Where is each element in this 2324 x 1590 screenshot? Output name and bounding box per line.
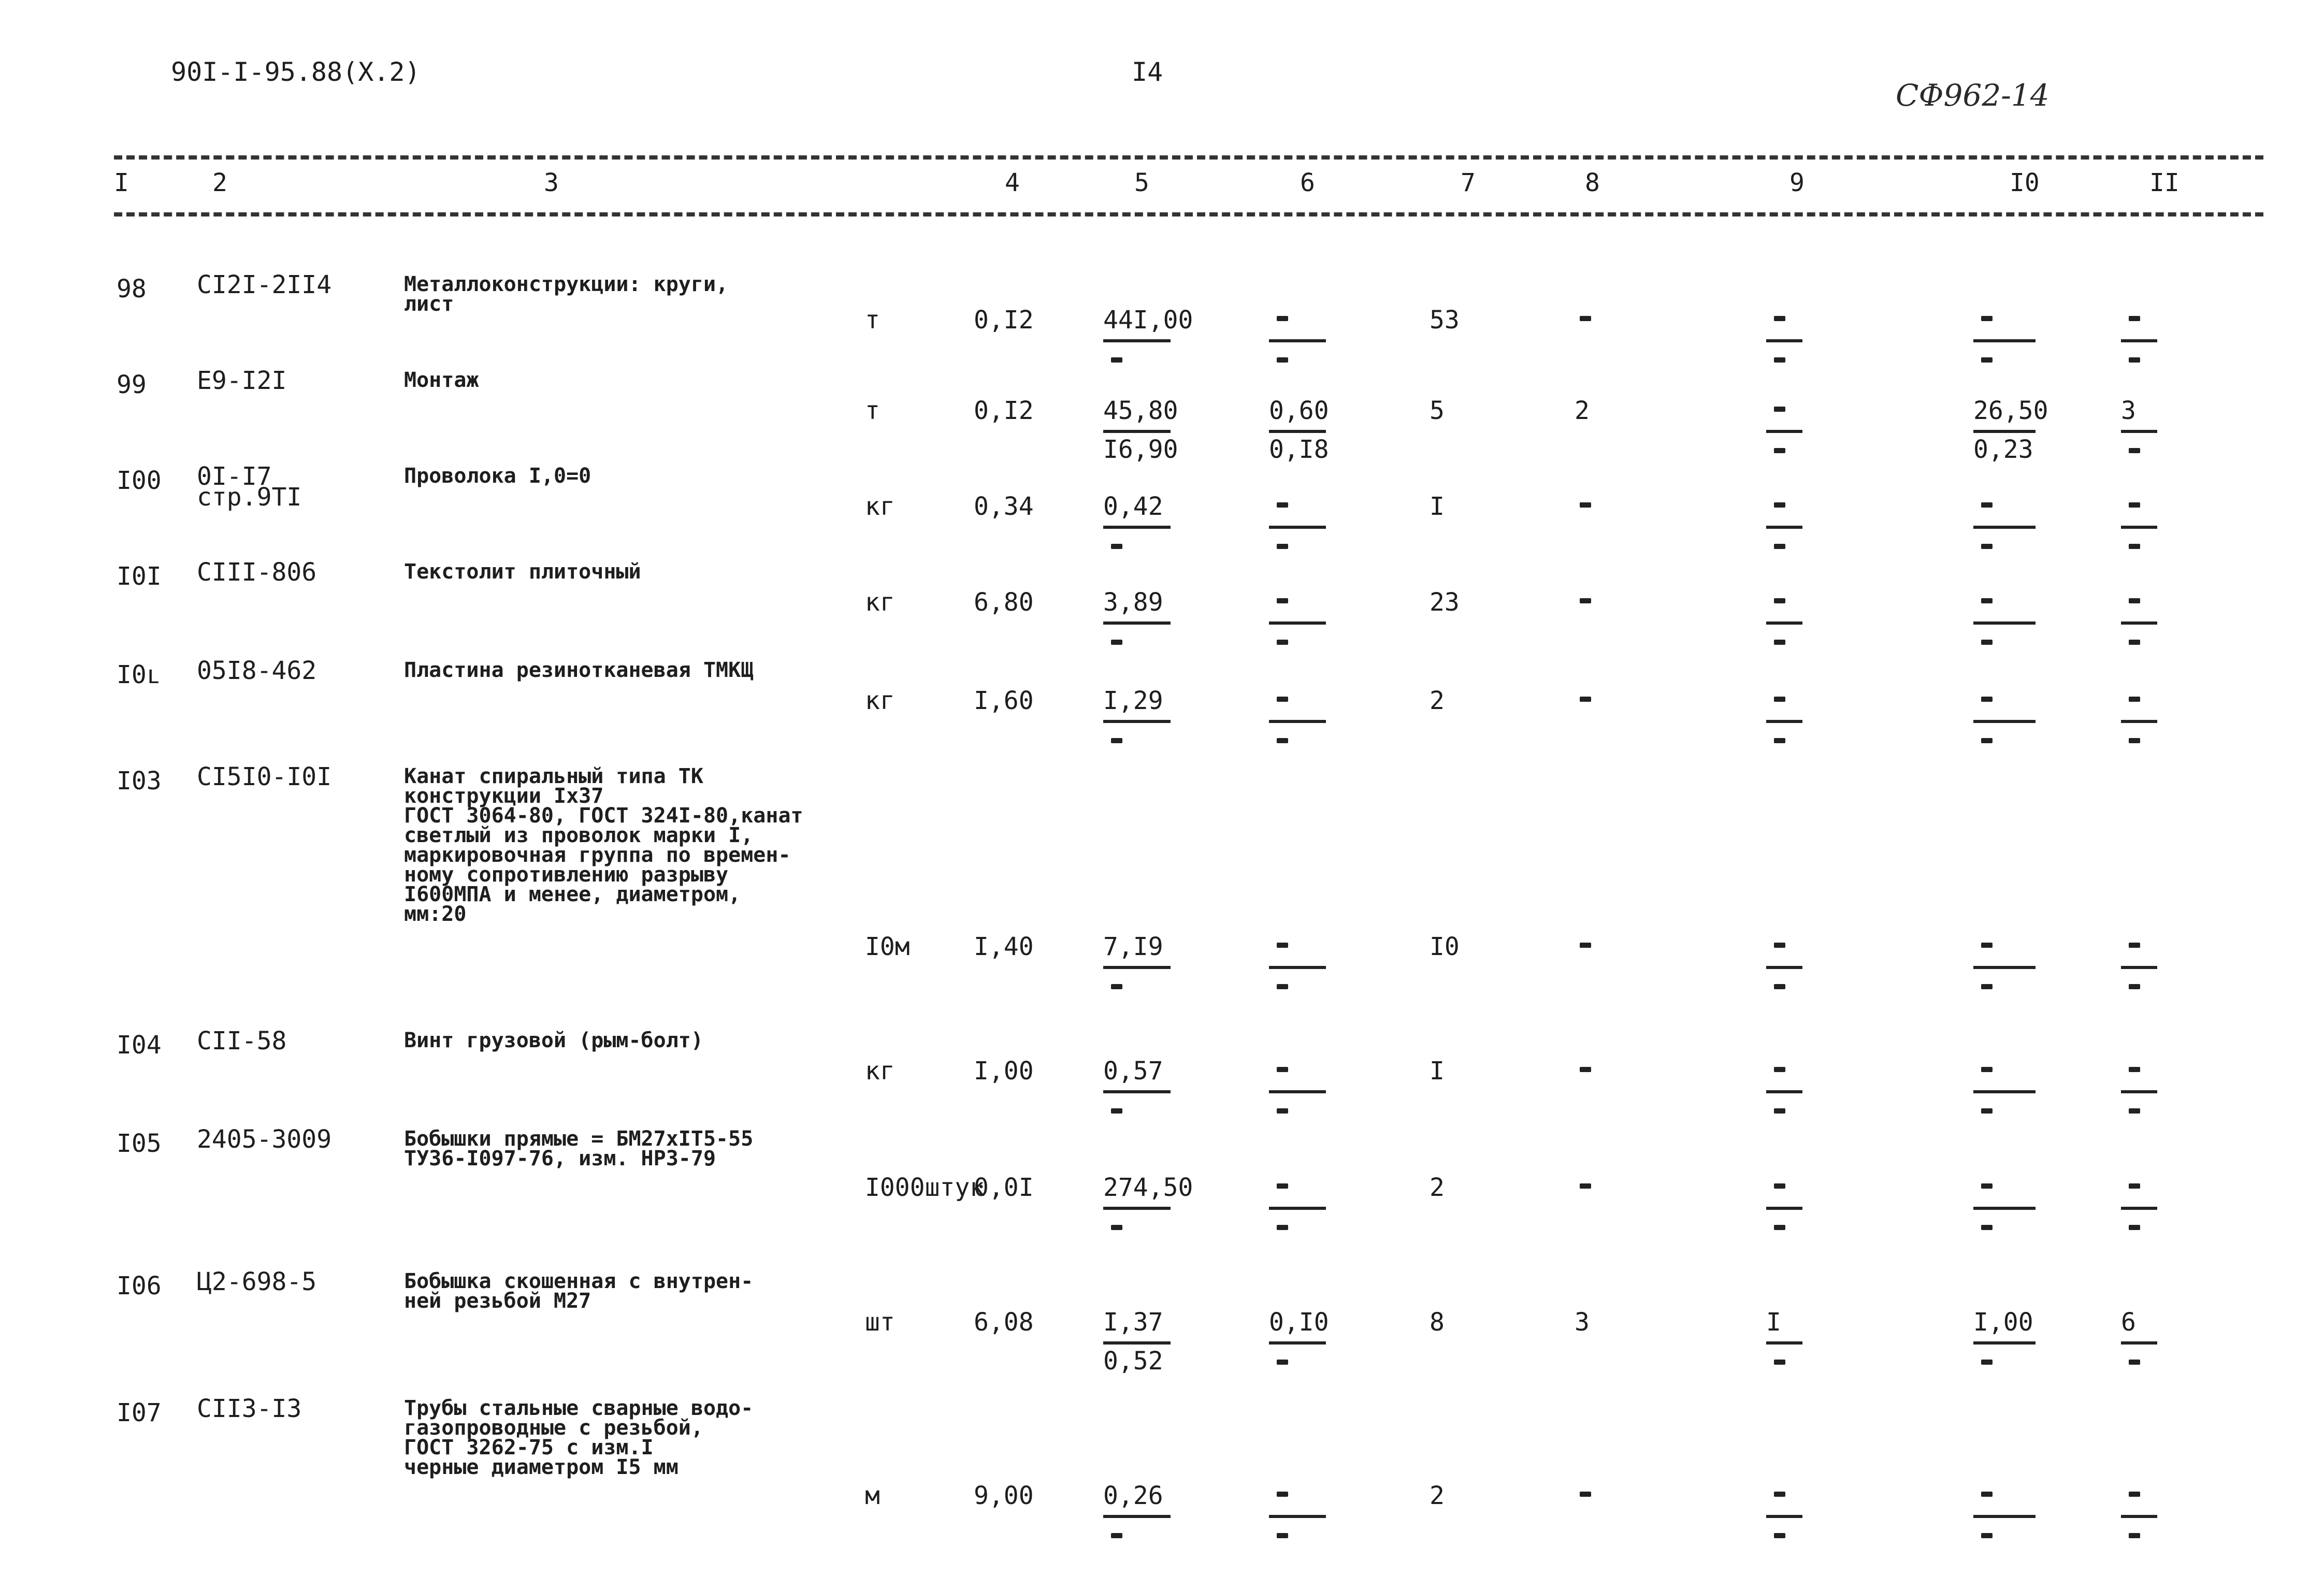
c11-top-dash	[2129, 316, 2140, 321]
c5-top-value: I,29	[1103, 686, 1163, 715]
c6-bottom-dash	[1277, 738, 1288, 743]
c6-top-dash	[1277, 316, 1288, 321]
c9-top-dash	[1774, 316, 1785, 321]
column-header-1: I	[114, 168, 129, 197]
item-code: CII-58	[197, 1027, 287, 1056]
c11-top-dash	[2129, 1492, 2140, 1497]
c11-bottom-dash	[2129, 357, 2140, 363]
quantity: 6,80	[974, 588, 1034, 617]
c6-top-dash	[1277, 502, 1288, 508]
c9-fraction-bar	[1766, 966, 1802, 969]
unit: кг	[865, 1057, 895, 1086]
column-header-6: 6	[1300, 168, 1315, 197]
column-header-2: 2	[212, 168, 227, 197]
c9-bottom-dash	[1774, 1108, 1785, 1114]
c9-bottom-dash	[1774, 984, 1785, 989]
c9-bottom-dash	[1774, 544, 1785, 549]
c9-top-dash	[1774, 697, 1785, 702]
unit: т	[865, 396, 880, 425]
column-header-8: 8	[1585, 168, 1600, 197]
c10-bottom-dash	[1981, 544, 1993, 549]
c10-bottom-value: 0,23	[1973, 435, 2033, 464]
c11-bottom-dash	[2129, 1108, 2140, 1114]
c6-top-value: 0,60	[1269, 396, 1329, 425]
col7-value: I0	[1430, 932, 1460, 961]
item-name: Монтаж	[404, 368, 479, 392]
c6-bottom-dash	[1277, 1533, 1288, 1538]
item-code: 05I8-462	[197, 656, 317, 685]
col8-dash	[1580, 1067, 1591, 1072]
c11-top-dash	[2129, 598, 2140, 603]
c11-bottom-dash	[2129, 738, 2140, 743]
c5-top-value: 274,50	[1103, 1173, 1193, 1202]
c6-top-dash	[1277, 1067, 1288, 1072]
row-number: I04	[117, 1031, 162, 1060]
c11-bottom-dash	[2129, 448, 2140, 453]
c10-top-dash	[1981, 502, 1993, 508]
c6-fraction-bar	[1269, 1207, 1326, 1210]
c5-bottom-dash	[1111, 357, 1122, 363]
c9-fraction-bar	[1766, 339, 1802, 342]
c6-fraction-bar	[1269, 526, 1326, 529]
col7-value: I	[1430, 492, 1445, 521]
page-number: I4	[1132, 57, 1163, 87]
c9-fraction-bar	[1766, 720, 1802, 723]
col8-dash	[1580, 943, 1591, 948]
c6-top-dash	[1277, 943, 1288, 948]
c9-top-dash	[1774, 407, 1785, 412]
c9-fraction-bar	[1766, 526, 1802, 529]
col8-dash	[1580, 502, 1591, 508]
c10-top-value: 26,50	[1973, 396, 2048, 425]
c9-top-dash	[1774, 943, 1785, 948]
c10-top-dash	[1981, 598, 1993, 603]
c11-top-dash	[2129, 1067, 2140, 1072]
c11-bottom-dash	[2129, 1533, 2140, 1538]
handwritten-stamp: СФ962-14	[1896, 78, 2049, 113]
c11-bottom-dash	[2129, 544, 2140, 549]
document-code: 90I-I-95.88(X.2)	[171, 57, 421, 87]
c5-bottom-dash	[1111, 640, 1122, 645]
item-name: Текстолит плиточный	[404, 560, 641, 584]
c5-top-value: 0,57	[1103, 1057, 1163, 1086]
c10-fraction-bar	[1973, 621, 2036, 625]
c5-fraction-bar	[1103, 526, 1171, 529]
col8-value: 2	[1575, 396, 1590, 425]
c10-top-dash	[1981, 697, 1993, 702]
unit: кг	[865, 492, 895, 521]
column-header-7: 7	[1461, 168, 1476, 197]
quantity: I,60	[974, 686, 1034, 715]
c11-fraction-bar	[2121, 1341, 2157, 1345]
c9-bottom-dash	[1774, 640, 1785, 645]
c6-top-value: 0,I0	[1269, 1308, 1329, 1337]
c11-fraction-bar	[2121, 1515, 2157, 1518]
c6-top-dash	[1277, 1183, 1288, 1189]
item-name: Бобышка скошенная с внутрен- ней резьбой М27	[404, 1269, 754, 1313]
c5-bottom-dash	[1111, 1225, 1122, 1230]
item-name: Бобышки прямые = БМ27xIT5-55 ТУ36-I097-76, изм. НР3-79	[404, 1127, 754, 1170]
unit: кг	[865, 588, 895, 617]
c5-bottom-dash	[1111, 1108, 1122, 1114]
item-name: Трубы стальные сварные водо- газопроводные с резьбой, ГОСТ 3262-75 с изм.I черные диаметром I5 мм	[404, 1396, 754, 1479]
c6-top-dash	[1277, 697, 1288, 702]
c5-top-value: I,37	[1103, 1308, 1163, 1337]
c5-bottom-value: I6,90	[1103, 435, 1178, 464]
col7-value: 23	[1430, 588, 1460, 617]
col8-value: 3	[1575, 1308, 1590, 1337]
c6-fraction-bar	[1269, 1515, 1326, 1518]
c10-fraction-bar	[1973, 1090, 2036, 1093]
row-number: I0I	[117, 562, 162, 591]
c6-bottom-dash	[1277, 984, 1288, 989]
top-dashed-rule	[114, 155, 2263, 160]
c11-fraction-bar	[2121, 720, 2157, 723]
c10-bottom-dash	[1981, 1108, 1993, 1114]
c5-top-value: 44I,00	[1103, 306, 1193, 335]
c10-bottom-dash	[1981, 357, 1993, 363]
unit: I0м	[865, 932, 910, 961]
column-header-11: II	[2149, 168, 2179, 197]
item-name: Металлоконструкции: круги, лист	[404, 272, 729, 316]
row-number: 98	[117, 274, 147, 303]
row-number: I0ւ	[117, 660, 162, 689]
c11-fraction-bar	[2121, 1207, 2157, 1210]
c6-bottom-dash	[1277, 357, 1288, 363]
c10-bottom-dash	[1981, 640, 1993, 645]
c11-top-value: 6	[2121, 1308, 2136, 1337]
c11-bottom-dash	[2129, 984, 2140, 989]
c11-fraction-bar	[2121, 430, 2157, 433]
c10-fraction-bar	[1973, 526, 2036, 529]
row-number: I03	[117, 767, 162, 796]
header-dashed-rule	[114, 212, 2263, 216]
c11-fraction-bar	[2121, 526, 2157, 529]
quantity: I,00	[974, 1057, 1034, 1086]
item-name: Винт грузовой (рым-болт)	[404, 1029, 703, 1052]
c6-bottom-dash	[1277, 544, 1288, 549]
col8-dash	[1580, 1183, 1591, 1189]
col7-value: 2	[1430, 686, 1445, 715]
col8-dash	[1580, 1492, 1591, 1497]
row-number: I05	[117, 1129, 162, 1158]
c10-top-dash	[1981, 943, 1993, 948]
c6-fraction-bar	[1269, 1341, 1326, 1345]
c11-top-dash	[2129, 502, 2140, 508]
c9-top-value: I	[1766, 1308, 1781, 1337]
c5-fraction-bar	[1103, 430, 1171, 433]
c5-bottom-dash	[1111, 544, 1122, 549]
item-name: Проволока I,0=0	[404, 464, 591, 488]
c5-fraction-bar	[1103, 720, 1171, 723]
item-code: CI2I-2II4	[197, 270, 332, 299]
c6-fraction-bar	[1269, 966, 1326, 969]
c11-top-dash	[2129, 943, 2140, 948]
col7-value: 53	[1430, 306, 1460, 335]
c9-bottom-dash	[1774, 448, 1785, 453]
c9-bottom-dash	[1774, 1360, 1785, 1365]
c5-fraction-bar	[1103, 1515, 1171, 1518]
c6-fraction-bar	[1269, 339, 1326, 342]
c10-bottom-dash	[1981, 984, 1993, 989]
c5-bottom-dash	[1111, 738, 1122, 743]
c9-fraction-bar	[1766, 1515, 1802, 1518]
c9-bottom-dash	[1774, 1225, 1785, 1230]
c10-fraction-bar	[1973, 1515, 2036, 1518]
c9-top-dash	[1774, 1067, 1785, 1072]
c11-bottom-dash	[2129, 1225, 2140, 1230]
quantity: 0,I2	[974, 396, 1034, 425]
c11-fraction-bar	[2121, 621, 2157, 625]
c9-top-dash	[1774, 598, 1785, 603]
c9-bottom-dash	[1774, 738, 1785, 743]
c9-fraction-bar	[1766, 430, 1802, 433]
c5-bottom-value: 0,52	[1103, 1347, 1163, 1376]
c6-bottom-value: 0,I8	[1269, 435, 1329, 464]
quantity: 0,I2	[974, 306, 1034, 335]
c5-fraction-bar	[1103, 339, 1171, 342]
item-code: Ц2-698-5	[197, 1267, 317, 1296]
item-name: Пластина резинотканевая ТМКЩ	[404, 658, 754, 682]
c6-top-dash	[1277, 598, 1288, 603]
c10-fraction-bar	[1973, 339, 2036, 342]
item-code: CI5I0-I0I	[197, 762, 332, 791]
col7-value: 5	[1430, 396, 1445, 425]
c10-bottom-dash	[1981, 1533, 1993, 1538]
c5-fraction-bar	[1103, 1341, 1171, 1345]
c11-bottom-dash	[2129, 640, 2140, 645]
c10-fraction-bar	[1973, 720, 2036, 723]
col7-value: I	[1430, 1057, 1445, 1086]
c9-top-dash	[1774, 502, 1785, 508]
c11-top-dash	[2129, 697, 2140, 702]
c10-fraction-bar	[1973, 1207, 2036, 1210]
c6-fraction-bar	[1269, 621, 1326, 625]
quantity: I,40	[974, 932, 1034, 961]
unit: шт	[865, 1308, 895, 1337]
quantity: 0,34	[974, 492, 1034, 521]
quantity: 6,08	[974, 1308, 1034, 1337]
c10-bottom-dash	[1981, 1225, 1993, 1230]
item-code: 2405-3009	[197, 1125, 332, 1154]
c10-bottom-dash	[1981, 1360, 1993, 1365]
row-number: I06	[117, 1271, 162, 1300]
item-code: CII3-I3	[197, 1394, 302, 1423]
c9-bottom-dash	[1774, 1533, 1785, 1538]
c9-bottom-dash	[1774, 357, 1785, 363]
item-code: 0I-I7 стр.9TI	[197, 462, 302, 512]
c5-top-value: 0,26	[1103, 1481, 1163, 1510]
row-number: 99	[117, 370, 147, 399]
c5-top-value: 3,89	[1103, 588, 1163, 617]
c10-top-dash	[1981, 316, 1993, 321]
quantity: 0,0I	[974, 1173, 1034, 1202]
c10-top-dash	[1981, 1183, 1993, 1189]
c11-fraction-bar	[2121, 339, 2157, 342]
c9-fraction-bar	[1766, 1090, 1802, 1093]
col7-value: 2	[1430, 1481, 1445, 1510]
c5-fraction-bar	[1103, 966, 1171, 969]
unit: кг	[865, 686, 895, 715]
c5-bottom-dash	[1111, 1533, 1122, 1538]
c9-fraction-bar	[1766, 621, 1802, 625]
c10-top-value: I,00	[1973, 1308, 2033, 1337]
unit: т	[865, 306, 880, 335]
c9-top-dash	[1774, 1183, 1785, 1189]
c5-top-value: 7,I9	[1103, 932, 1163, 961]
unit: м	[865, 1481, 880, 1510]
c10-bottom-dash	[1981, 738, 1993, 743]
item-name: Канат спиральный типа ТК конструкции Ix37 ГОСТ 3064-80, ГОСТ 324I-80,канат светлый из проволок марки I, маркировочная группа по времен- ному сопротивлению разрыву I600МПА и менее, диаметром, мм:20	[404, 764, 803, 926]
c5-fraction-bar	[1103, 621, 1171, 625]
c11-fraction-bar	[2121, 1090, 2157, 1093]
column-header-3: 3	[544, 168, 559, 197]
column-header-9: 9	[1789, 168, 1805, 197]
c11-fraction-bar	[2121, 966, 2157, 969]
c10-top-dash	[1981, 1067, 1993, 1072]
c10-fraction-bar	[1973, 1341, 2036, 1345]
column-header-4: 4	[1005, 168, 1020, 197]
c6-bottom-dash	[1277, 640, 1288, 645]
quantity: 9,00	[974, 1481, 1034, 1510]
c10-fraction-bar	[1973, 430, 2036, 433]
c5-top-value: 45,80	[1103, 396, 1178, 425]
c9-fraction-bar	[1766, 1207, 1802, 1210]
item-code: E9-I2I	[197, 366, 287, 395]
column-header-5: 5	[1134, 168, 1149, 197]
c6-fraction-bar	[1269, 720, 1326, 723]
c5-bottom-dash	[1111, 984, 1122, 989]
c10-top-dash	[1981, 1492, 1993, 1497]
c6-bottom-dash	[1277, 1225, 1288, 1230]
col8-dash	[1580, 316, 1591, 321]
c11-top-value: 3	[2121, 396, 2136, 425]
c6-bottom-dash	[1277, 1108, 1288, 1114]
item-code: CIII-806	[197, 558, 317, 587]
col8-dash	[1580, 598, 1591, 603]
col7-value: 2	[1430, 1173, 1445, 1202]
c6-fraction-bar	[1269, 430, 1326, 433]
unit: I000штук	[865, 1173, 985, 1202]
c11-top-dash	[2129, 1183, 2140, 1189]
c9-top-dash	[1774, 1492, 1785, 1497]
c6-bottom-dash	[1277, 1360, 1288, 1365]
c6-fraction-bar	[1269, 1090, 1326, 1093]
row-number: I07	[117, 1398, 162, 1427]
col8-dash	[1580, 697, 1591, 702]
c11-bottom-dash	[2129, 1360, 2140, 1365]
c6-top-dash	[1277, 1492, 1288, 1497]
c10-fraction-bar	[1973, 966, 2036, 969]
c5-fraction-bar	[1103, 1090, 1171, 1093]
column-header-10: I0	[2010, 168, 2040, 197]
c5-fraction-bar	[1103, 1207, 1171, 1210]
col7-value: 8	[1430, 1308, 1445, 1337]
c9-fraction-bar	[1766, 1341, 1802, 1345]
c5-top-value: 0,42	[1103, 492, 1163, 521]
row-number: I00	[117, 466, 162, 495]
